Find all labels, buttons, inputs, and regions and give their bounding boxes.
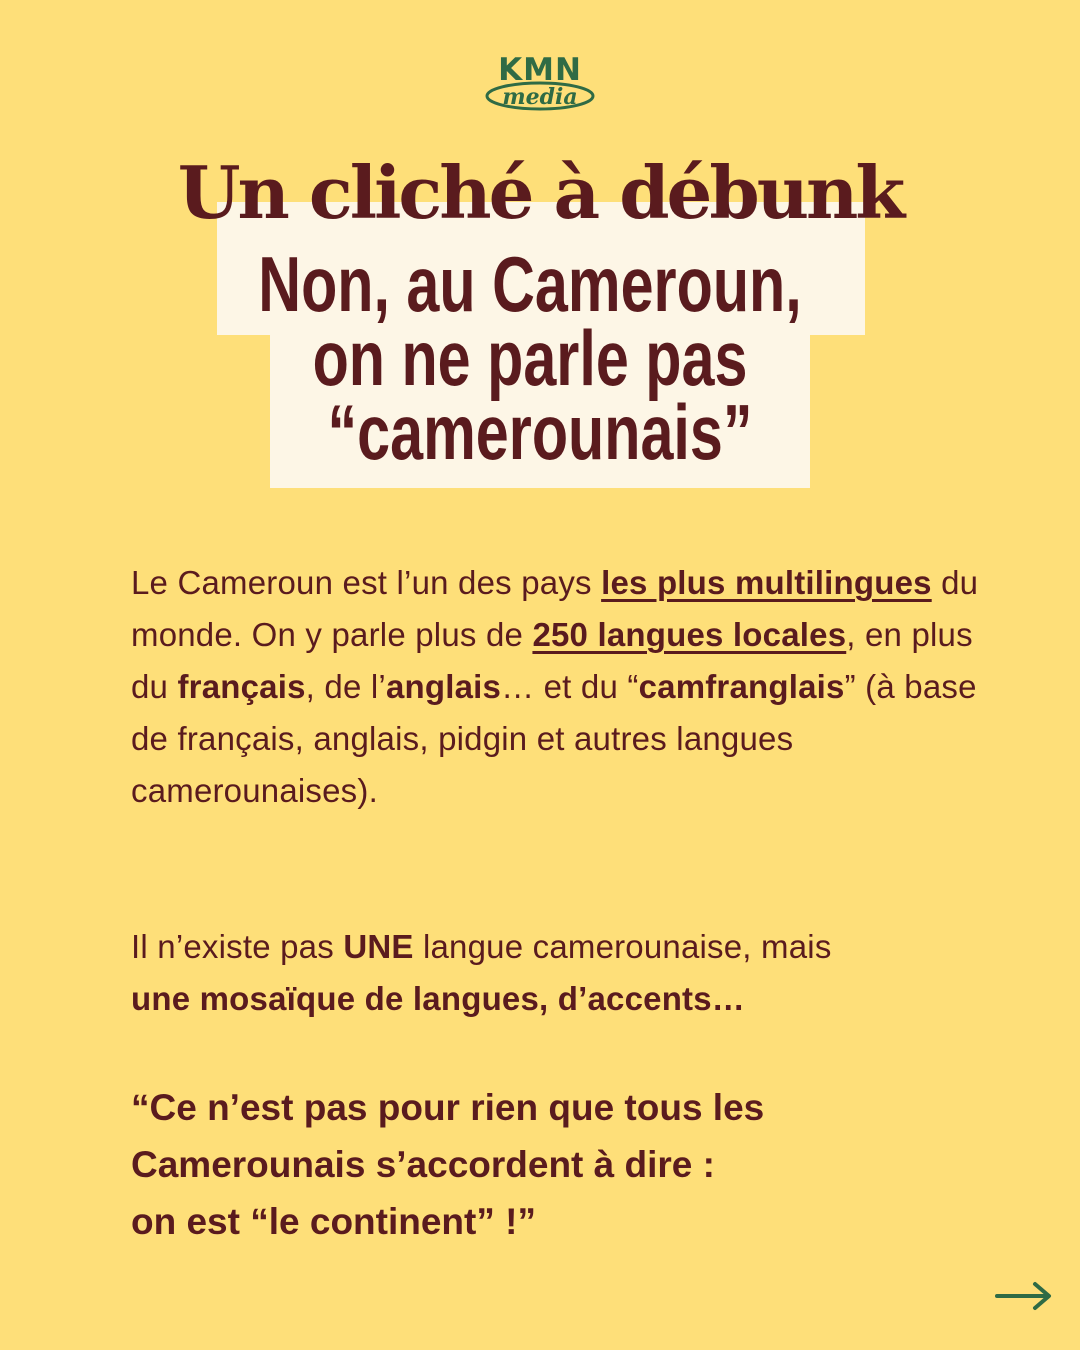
para-2-segment: UNE <box>343 928 414 965</box>
para-1-segment: , en plus du <box>131 616 973 705</box>
para-1-segment: les plus multilingues <box>601 564 932 601</box>
kmn-media-logo <box>484 50 596 114</box>
para-1-segment: français <box>177 668 306 705</box>
para-1-segment: Le Cameroun est l’un des pays <box>131 564 602 601</box>
quote-text <box>131 1079 1011 1250</box>
headline-block <box>0 150 1080 500</box>
arrow-right-icon[interactable] <box>995 1280 1053 1312</box>
para-1-segment: du monde. On y parle plus de <box>131 564 979 653</box>
para-2-segment: langue camerounaise, mais <box>413 928 832 965</box>
para-1-segment: ” (à base de français, anglais, pidgin et autres langues camerounaises). <box>131 668 977 809</box>
logo-top-text: KMN <box>498 52 582 88</box>
body-paragraph-2 <box>131 921 1011 1025</box>
para-1-segment: 250 langues locales <box>532 616 847 653</box>
para-2-segment: Il n’existe pas <box>131 928 344 965</box>
quote-line-3: on est “le continent” !” <box>131 1201 536 1242</box>
quote-line-2: Camerounais s’accordent à dire : <box>131 1144 715 1185</box>
page-title: Un cliché à débunk <box>177 150 903 235</box>
quote-line-1: “Ce n’est pas pour rien que tous les <box>131 1087 765 1128</box>
para-1-segment: , de l’ <box>305 668 386 705</box>
subtitle-line-2: on ne parle pas <box>312 314 748 402</box>
para-1-segment: anglais <box>385 668 502 705</box>
subtitle-line-1: Non, au Cameroun, <box>258 240 802 328</box>
para-1-segment: camfranglais <box>638 668 845 705</box>
para-2-segment: une mosaïque de langues, d’accents… <box>131 980 746 1017</box>
subtitle-line-3: “camerounais” <box>327 388 753 476</box>
body-paragraph-1 <box>131 557 1011 817</box>
logo-bottom-text: media <box>502 84 578 110</box>
para-1-segment: … et du “ <box>501 668 639 705</box>
